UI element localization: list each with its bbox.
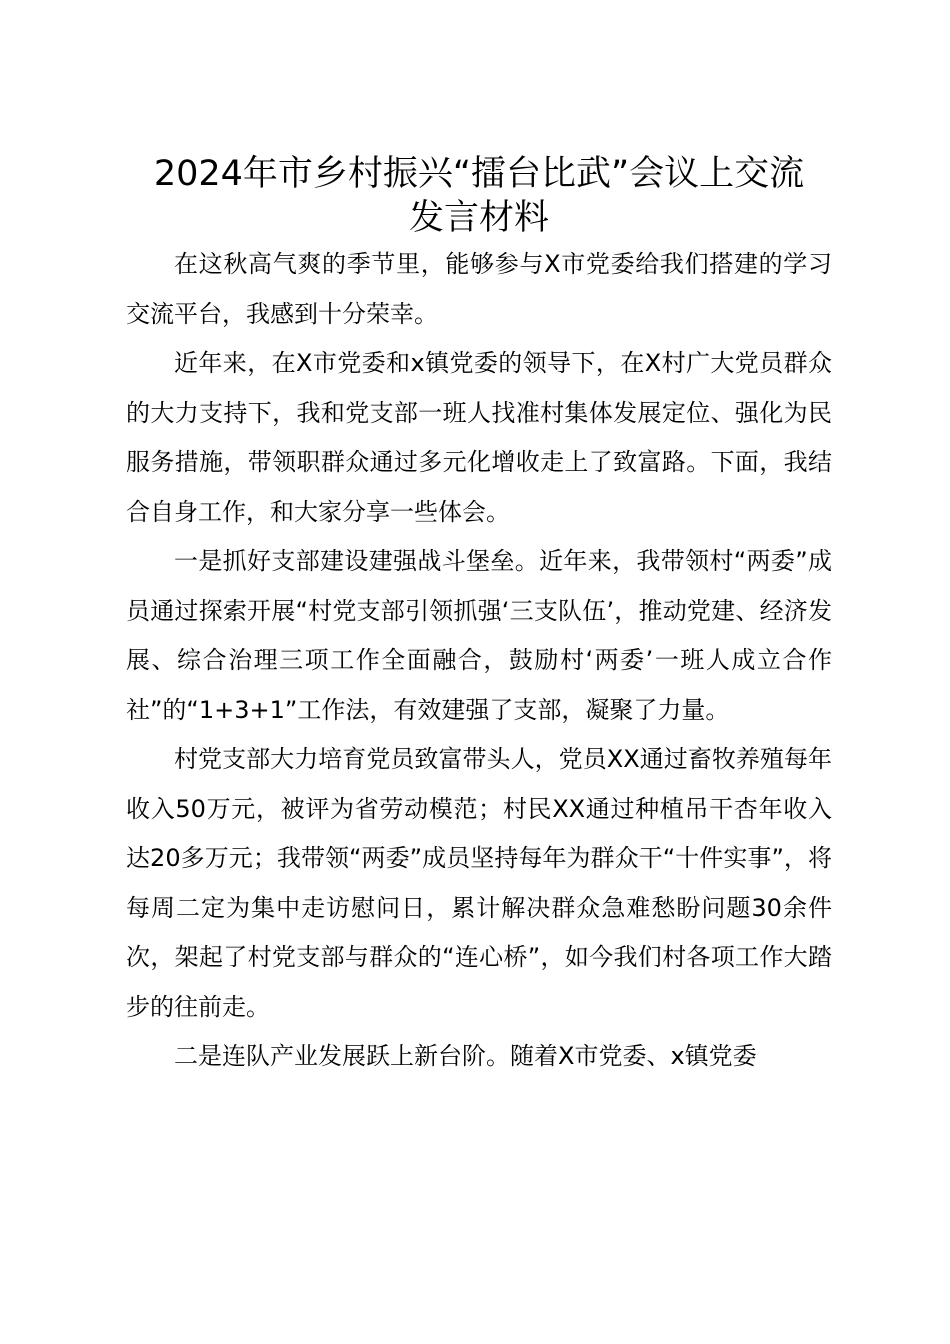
title-line-1: 2024年市乡村振兴“擂台比武”会议上交流 xyxy=(153,154,805,194)
title-line-2: 发言材料 xyxy=(408,198,549,238)
paragraph-opening: 在这秋高气爽的季节里，能够参与X市党委给我们搭建的学习交流平台，我感到十分荣幸。 xyxy=(126,250,832,328)
document-title xyxy=(126,152,832,240)
paragraph-leaders: 村党支部大力培育党员致富带头人，党员XX通过畜牧养殖每年收入50万元，被评为省劳动模范；村民XX通过种植吊干杏年收入达20多万元；我带领“两委”成员坚持每年为群众干“十件实事”，将每周二定为集中走访慰问日，累计解决群众急难愁盼问题30余件次，架起了村党支部与群众的“连心桥”，如今我们村各项工作大踏步的往前走。 xyxy=(126,745,832,1021)
paragraph-industry: 二是连队产业发展跃上新台阶。随着X市党委、x镇党委 xyxy=(174,1042,757,1070)
paragraph-party-building: 一是抓好支部建设建强战斗堡垒。近年来，我带领村“两委”成员通过探索开展“村党支部引领抓强‘三支队伍’，推动党建、经济发展、综合治理三项工作全面融合，鼓励村‘两委’一班人成立合作社”的“1+3+1”工作法，有效建强了支部，凝聚了力量。 xyxy=(126,547,832,724)
paragraph-background: 近年来，在X市党委和x镇党委的领导下，在X村广大党员群众的大力支持下，我和党支部一班人找准村集体发展定位、强化为民服务措施，带领职群众通过多元化增收走上了致富路。下面，我结合自身工作，和大家分享一些体会。 xyxy=(126,349,832,526)
